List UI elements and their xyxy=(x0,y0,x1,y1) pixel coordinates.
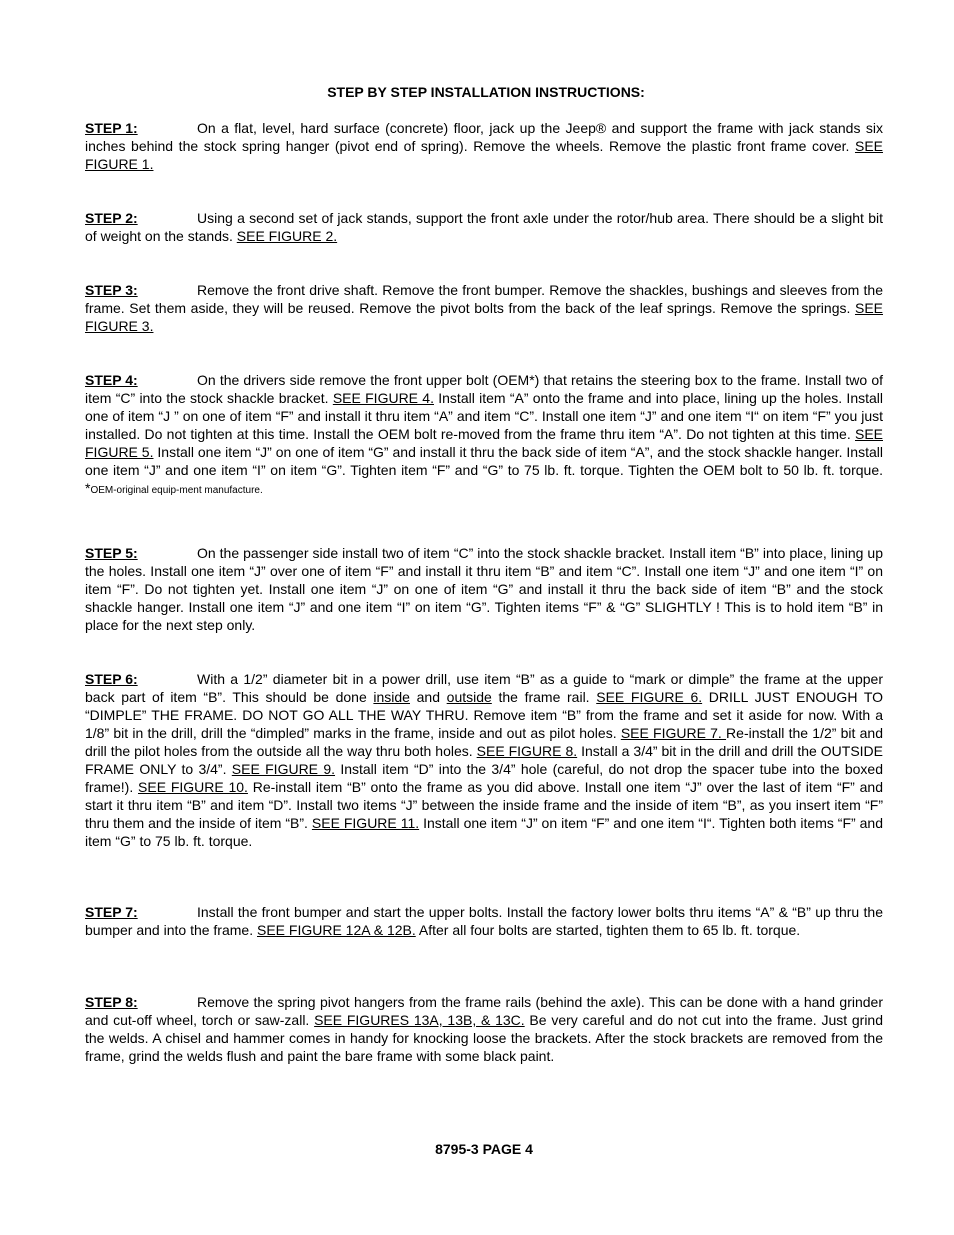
step-4-text-a: On the drivers side remove the front upper bolt (OEM*) that retains the steering box to the frame. Install two of item “C” into the stock shackle bracket. xyxy=(85,372,883,406)
step-6-text-f: Install a 3/4” bit in the drill and drill the OUTSIDE FRAME ONLY to 3/4”. xyxy=(85,743,883,777)
outside-emphasis: outside xyxy=(446,689,492,705)
figure-8-reference: SEE FIGURE 8. xyxy=(476,743,578,759)
oem-footnote: OEM-original equip-ment manufacture. xyxy=(90,485,263,496)
step-5-text: On the passenger side install two of item “C” into the stock shackle bracket. Install item “B” into place, lining up the holes. Install one item “J” over one of item “F” and install it thru item “B” and item “C”. Install one item “J” and one item “I” on item “F”. Do not tighten yet. Install one item “J” on one of item “G” and install it thru the back side of item “B” and the stock shackle hanger. Install one item “J” and one item “I” on item “G”. Tighten items “F” & “G” SLIGHTLY ! This is to hold item “B” in place for the next step only. xyxy=(85,545,883,633)
step-7 xyxy=(85,903,883,939)
step-6-text-c: the frame rail. xyxy=(491,689,597,705)
figure-10-reference: SEE FIGURE 10. xyxy=(138,779,248,795)
figure-4-reference: SEE FIGURE 4. xyxy=(332,390,434,406)
page-title: STEP BY STEP INSTALLATION INSTRUCTIONS: xyxy=(327,84,645,100)
step-7-text-b: After all four bolts are started, tighten them to 65 lb. ft. torque. xyxy=(415,922,801,938)
inside-emphasis: inside xyxy=(373,689,410,705)
step-4-text-c: Install one item “J” on one of item “G” and install it thru the back side of item “A”, and the stock shackle hanger. Install one item “J” and one item “I” on item “G”. Tighten item “F” and “G” to 75 lb. ft. torque. Tighten the OEM bolt to 50 lb. ft. torque. * xyxy=(85,444,883,496)
figure-3-reference: SEE FIGURE 3. xyxy=(85,300,883,334)
step-5-label: STEP 5: xyxy=(85,545,138,561)
figure-13-reference: SEE FIGURES 13A, 13B, & 13C. xyxy=(314,1012,525,1028)
step-8 xyxy=(85,993,883,1065)
step-6-text-h: Re-install item “B” onto the frame as you did above. Install one item “J” over the last of item “F” and start it thru item “B” and item “D”. Install two items “J” between the inside frame and the inside of item “B”, as you insert item “F” thru them and the inside of item “B”. xyxy=(85,779,883,831)
step-6-text-e: Re-install the 1/2” bit and drill the pilot holes from the outside all the way thru both holes. xyxy=(85,725,883,759)
step-4-text-b: Install item “A” onto the frame and into place, lining up the holes. Install one of item “J ” on one of item “F” and install it thru item “A” and item “C”. Install one item “J” and one item “I“ on item “F” you just installed. Do not tighten at this time. Install the OEM bolt re-moved from the frame thru item “A”. Do not tighten at this time. xyxy=(85,390,884,442)
page-footer: 8795-3 PAGE 4 xyxy=(435,1141,533,1157)
step-6-label: STEP 6: xyxy=(85,671,138,687)
figure-2-reference: SEE FIGURE 2. xyxy=(236,228,338,244)
step-6 xyxy=(85,670,883,850)
step-2-label: STEP 2: xyxy=(85,210,138,226)
step-6-text-g: Install item “D” into the 3/4” hole (careful, do not drop the spacer tube into the boxed frame!). xyxy=(85,761,883,795)
step-3-label: STEP 3: xyxy=(85,282,138,298)
step-1 xyxy=(85,119,883,173)
figure-1-reference: SEE FIGURE 1. xyxy=(85,138,883,172)
step-2-text: Using a second set of jack stands, support the front axle under the rotor/hub area. There should be a slight bit of weight on the stands. xyxy=(85,210,883,244)
figure-11-reference: SEE FIGURE 11. xyxy=(311,815,420,831)
step-8-text-a: Remove the spring pivot hangers from the frame rails (behind the axle). This can be done with a hand grinder and cut-off wheel, torch or saw-zall. xyxy=(85,994,883,1028)
step-7-text-a: Install the front bumper and start the upper bolts. Install the factory lower bolts thru items “A” & “B” up thru the bumper and into the frame. xyxy=(85,904,883,938)
step-6-text-b: and xyxy=(409,689,447,705)
step-3-text: Remove the front drive shaft. Remove the front bumper. Remove the shackles, bushings and sleeves from the frame. Set them aside, they will be reused. Remove the pivot bolts from the back of the leaf springs. Remove the springs. xyxy=(85,282,883,316)
step-8-label: STEP 8: xyxy=(85,994,138,1010)
figure-9-reference: SEE FIGURE 9. xyxy=(231,761,336,777)
step-1-text: On a flat, level, hard surface (concrete) floor, jack up the Jeep® and support the frame with jack stands six inches behind the stock spring hanger (pivot end of spring). Remove the wheels. Remove the plastic front frame cover. xyxy=(85,120,883,154)
step-6-text-d: DRILL JUST ENOUGH TO “DIMPLE” THE FRAME. DO NOT GO ALL THE WAY THRU. Remove item “B” from the frame and set it aside for now. With a 1/8” bit in the drill, drill the “dimpled” marks in the frame, inside and out as pilot holes. xyxy=(85,689,884,741)
figure-6-reference: SEE FIGURE 6. xyxy=(596,689,703,705)
step-7-label: STEP 7: xyxy=(85,904,138,920)
step-8-text-b: Be very careful and do not cut into the frame. Just grind the welds. A chisel and hammer comes in handy for knocking loose the brackets. After the stock brackets are removed from the frame, grind the welds flush and paint the bare frame with some black paint. xyxy=(85,1012,884,1064)
step-5 xyxy=(85,544,883,634)
figure-5-reference: SEE FIGURE 5. xyxy=(85,426,883,460)
step-4-label: STEP 4: xyxy=(85,372,138,388)
step-3 xyxy=(85,281,883,335)
figure-7-reference: SEE FIGURE 7. xyxy=(620,725,727,741)
step-1-label: STEP 1: xyxy=(85,120,138,136)
step-6-text-a: With a 1/2” diameter bit in a power drill, use item “B” as a guide to “mark or dimple” the frame at the upper back part of item “B”. This should be done xyxy=(85,671,883,705)
step-2 xyxy=(85,209,883,245)
step-6-text-i: Install one item “J” on item “F” and one item “I“. Tighten both items “F” and item “G” to 75 lb. ft. torque. xyxy=(85,815,883,849)
figure-12-reference: SEE FIGURE 12A & 12B. xyxy=(257,922,416,938)
step-4 xyxy=(85,371,883,500)
